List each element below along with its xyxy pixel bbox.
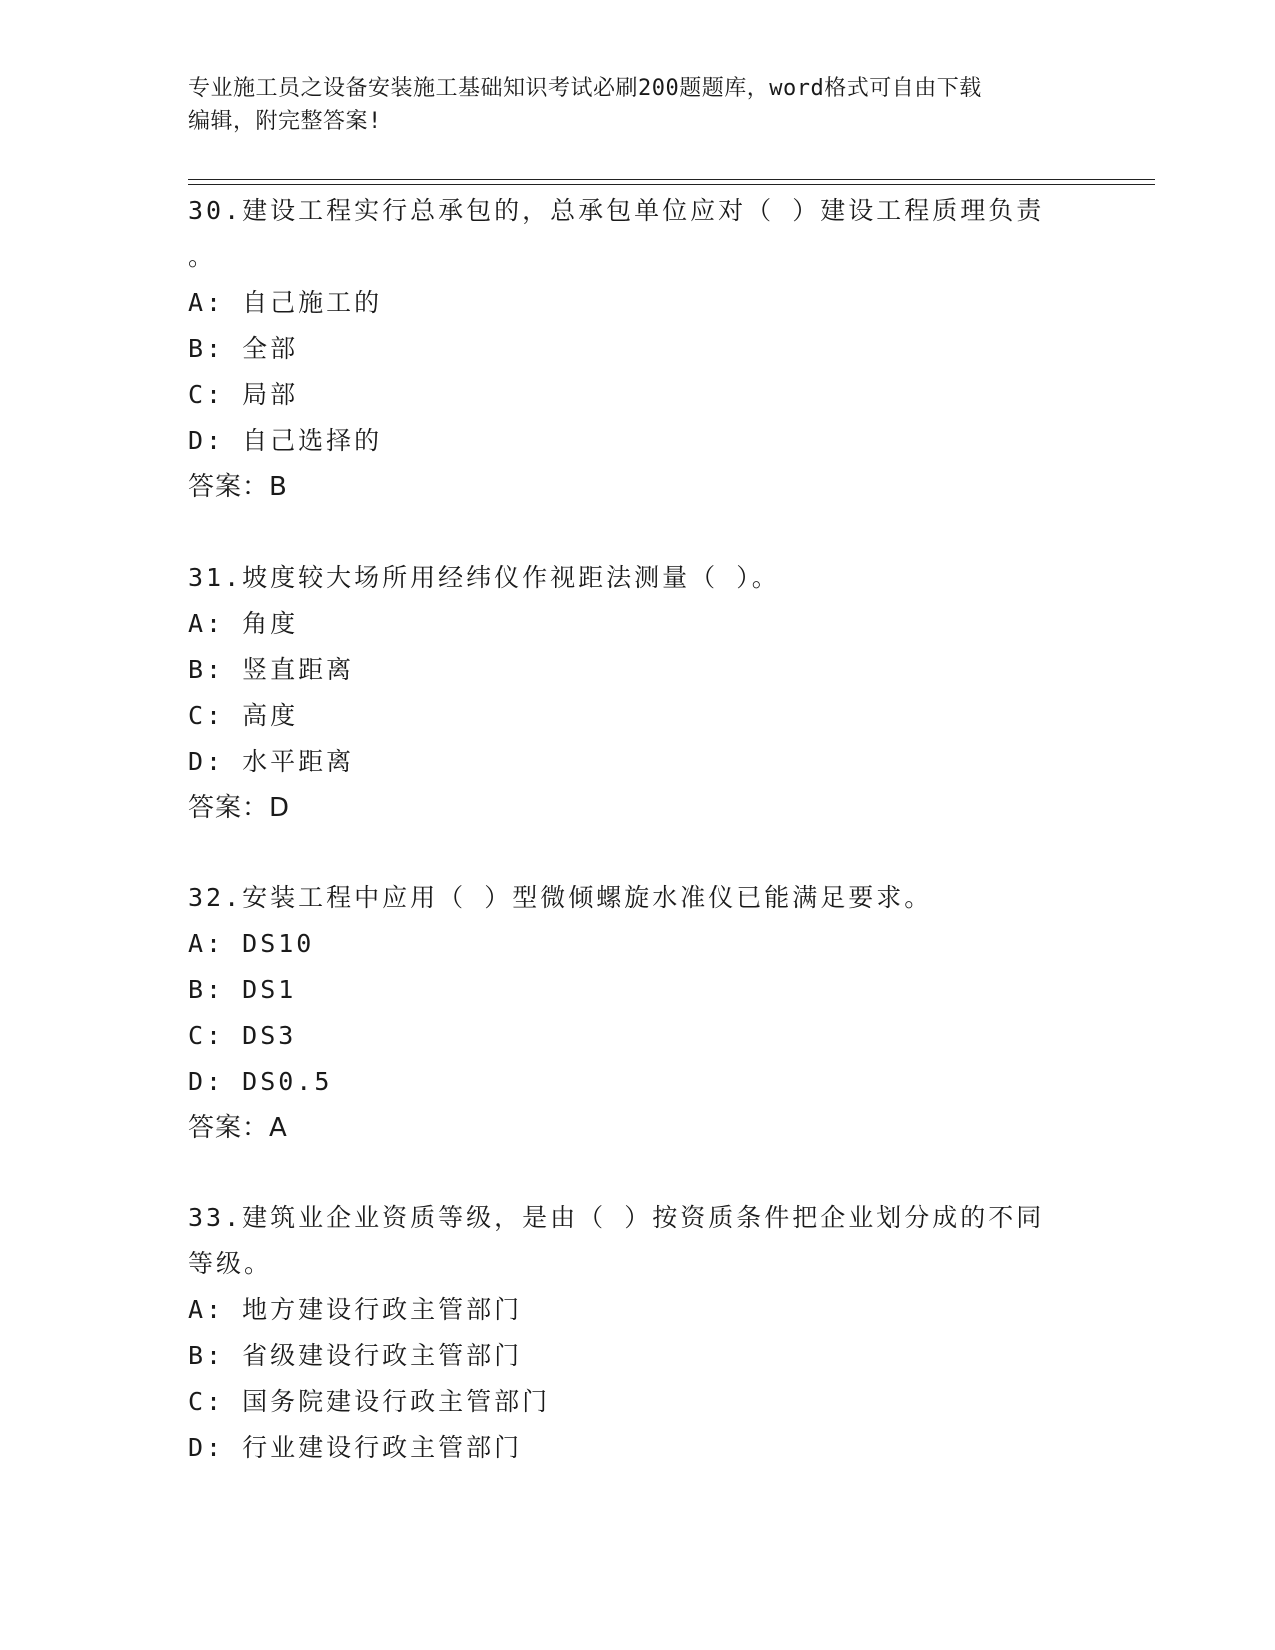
question-stem: 33.建筑业企业资质等级，是由（ ）按资质条件把企业划分成的不同 等级。: [188, 1203, 1045, 1278]
option-b: B: 竖直距离: [188, 655, 355, 684]
option-b: B: 全部: [188, 334, 299, 363]
option-d: D: 自己选择的: [188, 426, 383, 455]
option-b: B: 省级建设行政主管部门: [188, 1341, 523, 1370]
header-divider-top: [188, 179, 1155, 180]
option-c: C: 国务院建设行政主管部门: [188, 1387, 551, 1416]
question-32: [188, 875, 1068, 1151]
question-stem: 31.坡度较大场所用经纬仪作视距法测量（ ）。: [188, 563, 780, 592]
answer-line: 答案：B: [188, 472, 288, 502]
question-31: [188, 555, 1068, 831]
option-a: A: 角度: [188, 609, 299, 638]
option-d: D: 行业建设行政主管部门: [188, 1433, 523, 1462]
document-header: [188, 72, 1068, 138]
question-stem: 32.安装工程中应用（ ）型微倾螺旋水准仪已能满足要求。: [188, 883, 933, 912]
option-a: A: DS10: [188, 929, 315, 958]
option-d: D: DS0.5: [188, 1067, 333, 1096]
option-a: A: 自己施工的: [188, 288, 383, 317]
option-c: C: 高度: [188, 701, 299, 730]
option-b: B: DS1: [188, 975, 297, 1004]
option-a: A: 地方建设行政主管部门: [188, 1295, 523, 1324]
header-divider-bottom: [188, 184, 1155, 185]
answer-line: 答案：D: [188, 793, 291, 823]
answer-line: 答案：A: [188, 1113, 288, 1143]
option-d: D: 水平距离: [188, 747, 355, 776]
option-c: C: 局部: [188, 380, 299, 409]
header-line-1: 专业施工员之设备安装施工基础知识考试必刷200题题库，word格式可自由下载: [188, 76, 982, 101]
question-33: [188, 1195, 1068, 1471]
option-c: C: DS3: [188, 1021, 297, 1050]
question-30: [188, 188, 1068, 510]
question-stem: 30.建设工程实行总承包的，总承包单位应对（ ）建设工程质理负责 。: [188, 196, 1045, 271]
header-line-2: 编辑，附完整答案!: [188, 109, 382, 134]
